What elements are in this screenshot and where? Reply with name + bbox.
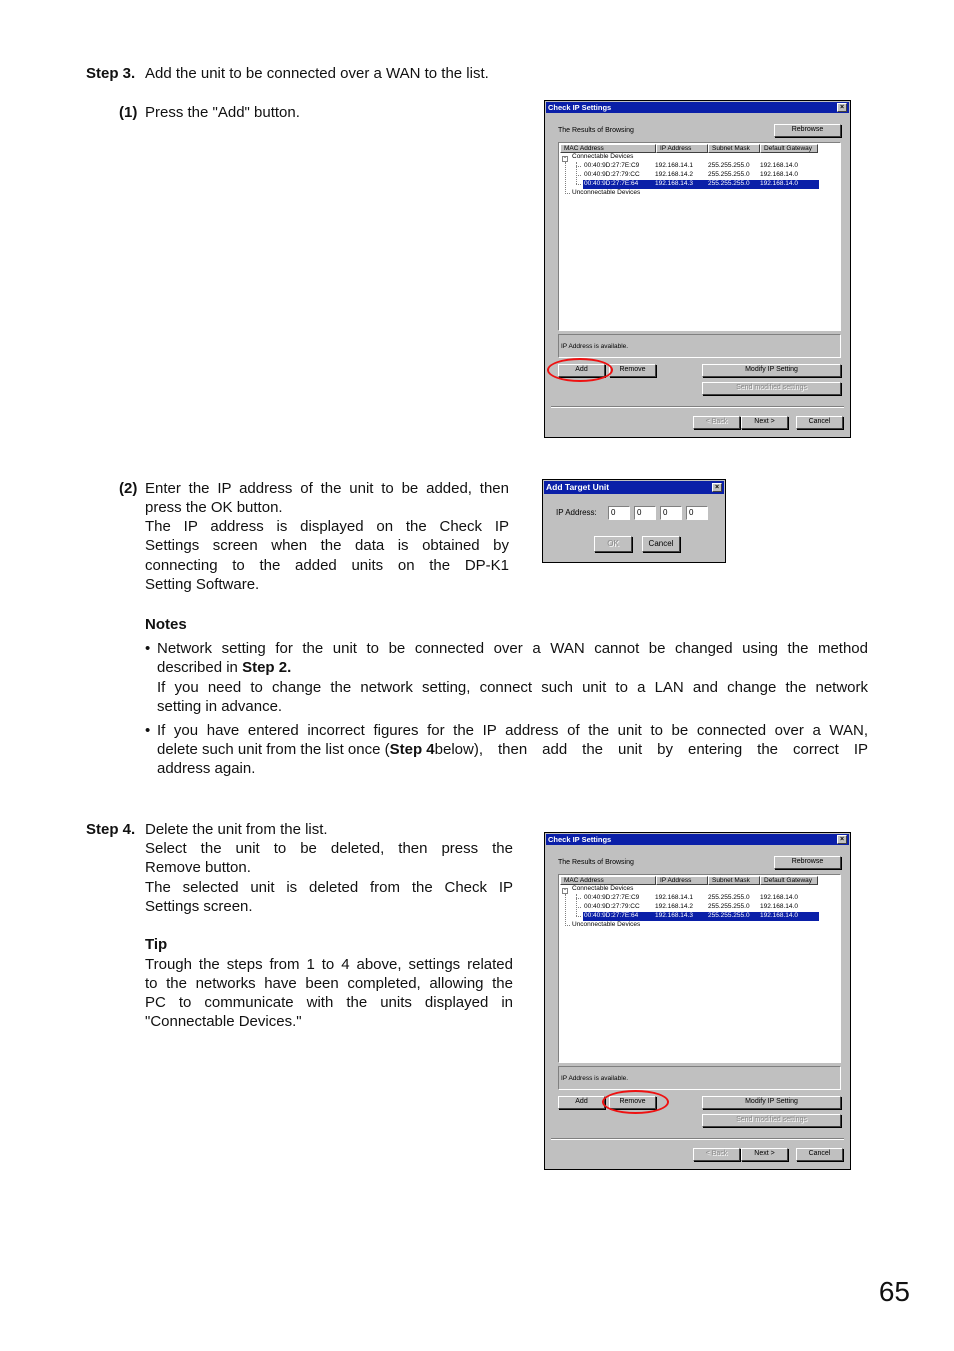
page-number: 65 (878, 1276, 910, 1307)
dialog-title-bar (546, 102, 849, 113)
note-1-line: described in Step 2. (157, 659, 292, 676)
results-label: The Results of Browsing (558, 859, 634, 866)
step4-line: Settings screen. (145, 898, 253, 915)
column-header-ip[interactable]: IP Address (656, 144, 708, 153)
column-header-mask[interactable]: Subnet Mask (708, 144, 760, 153)
highlight-ring (602, 1090, 669, 1114)
add-button[interactable]: Add (558, 364, 605, 377)
check-ip-settings-dialog-1 (544, 100, 851, 438)
note-1-line: If you need to change the network setting, connect such unit to a LAN and change the network (157, 679, 868, 696)
note-2-line: If you have entered incorrect figures for the IP address of the unit to be connected over a WAN, (157, 722, 868, 739)
step3-sub2-line: Settings screen when the data is obtained by (145, 537, 509, 554)
add-target-unit-dialog (542, 479, 726, 563)
tip-line: PC to communicate with the units displayed in (145, 994, 513, 1011)
collapse-icon[interactable]: - (564, 887, 566, 893)
table-row[interactable]: 00:40:9D:27:7E:C9 192.168.14.1 255.255.255.0 192.168.14.0 (584, 894, 798, 901)
step3-sub2-line: press the OK button. (145, 499, 283, 516)
table-row[interactable]: 00:40:9D:27:79:CC 192.168.14.2 255.255.255.0 192.168.14.0 (584, 171, 798, 178)
tip-line: to the networks have been completed, allowing the (145, 975, 513, 992)
note-2-line: address again. (157, 760, 256, 777)
status-bar: IP Address is available. (558, 1066, 841, 1090)
next-button[interactable]: Next > (741, 416, 788, 429)
results-label: The Results of Browsing (558, 127, 634, 134)
column-header-mask[interactable]: Subnet Mask (708, 876, 760, 885)
column-header-gateway[interactable]: Default Gateway (760, 876, 818, 885)
dialog-title: Check IP Settings (548, 103, 612, 112)
remove-button[interactable]: Remove (609, 364, 656, 377)
back-button: < Back (693, 416, 740, 429)
send-modified-settings-button: Send modified settings (702, 1114, 841, 1127)
dialog-title: Check IP Settings (548, 835, 612, 844)
check-ip-settings-dialog-2 (544, 832, 851, 1170)
step4-line: Delete the unit from the list. (145, 821, 328, 838)
step3-sub2-line: Setting Software. (145, 576, 260, 593)
step3-sub2-line: Enter the IP address of the unit to be added, then (145, 480, 509, 497)
note-2-line: delete such unit from the list once (Step 4 below), then add the unit by entering the correct IP (157, 741, 868, 758)
ip-address-label: IP Address: (556, 508, 597, 517)
add-dialog-title: Add Target Unit (546, 482, 610, 492)
ip-octet-3-input[interactable]: 0 (660, 506, 682, 520)
close-icon[interactable]: × (837, 103, 847, 112)
back-button: < Back (693, 1148, 740, 1161)
step4-line: Remove button. (145, 859, 251, 876)
dialog-title-bar (546, 834, 849, 845)
note-1-line: Network setting for the unit to be connected over a WAN cannot be changed using the method (157, 640, 868, 657)
cancel-button[interactable]: Cancel (796, 416, 843, 429)
rebrowse-button[interactable]: Rebrowse (774, 856, 841, 869)
table-row-selected[interactable]: 00:40:9D:27:7E:64 192.168.14.3 255.255.255.0 192.168.14.0 (583, 180, 819, 189)
notes-bullet: • (145, 722, 151, 739)
column-header-ip[interactable]: IP Address (656, 876, 708, 885)
step3-text: Add the unit to be connected over a WAN to the list. (145, 65, 489, 82)
step4-line: Select the unit to be deleted, then press the (145, 840, 513, 857)
tip-title: Tip (145, 936, 168, 953)
step3-sub2-line: connecting to the added units on the DP-K1 (145, 557, 509, 574)
device-list[interactable]: MAC Address IP Address Subnet Mask Default Gateway - Connectable Devices 00:40:9D:27:7E:C9 192.168.14.1 255.255.255.0 192.168.14.0 00:40:9D:27:79:CC 192.168.14.2 255.255.255.0 192.168.14.0 00:40:9D:27:7E:64 192.168.14.3 255.255.255.0 192.168.14.0 Unconnectable Devices (558, 874, 841, 1063)
column-header-mac[interactable]: MAC Address (560, 876, 656, 885)
send-modified-settings-button: Send modified settings (702, 382, 841, 395)
device-list[interactable]: MAC Address IP Address Subnet Mask Default Gateway - Connectable Devices 00:40:9D:27:7E:C9 192.168.14.1 255.255.255.0 192.168.14.0 00:40:9D:27:79:CC 192.168.14.2 255.255.255.0 192.168.14.0 00:40:9D:27:7E:64 192.168.14.3 255.255.255.0 192.168.14.0 Unconnectable Devices (558, 142, 841, 331)
modify-ip-setting-button[interactable]: Modify IP Setting (702, 1096, 841, 1109)
highlight-ring (547, 358, 613, 382)
step3-label: Step 3. (86, 65, 136, 82)
close-icon[interactable]: × (712, 483, 722, 492)
add-dialog-cancel-button[interactable]: Cancel (642, 536, 680, 552)
modify-ip-setting-button[interactable]: Modify IP Setting (702, 364, 841, 377)
status-bar: IP Address is available. (558, 334, 841, 358)
add-dialog-title-bar (544, 481, 724, 494)
ok-button: OK (594, 536, 632, 552)
add-button[interactable]: Add (558, 1096, 605, 1109)
notes-bullet: • (145, 640, 151, 657)
column-header-mac[interactable]: MAC Address (560, 144, 656, 153)
step4-line: The selected unit is deleted from the Check IP (145, 879, 513, 896)
notes-title: Notes (145, 616, 187, 633)
step4-label: Step 4. (86, 821, 136, 838)
ip-octet-1-input[interactable]: 0 (608, 506, 630, 520)
column-header-gateway[interactable]: Default Gateway (760, 144, 818, 153)
note-1-line: setting in advance. (157, 698, 283, 715)
table-row[interactable]: 00:40:9D:27:7E:C9 192.168.14.1 255.255.255.0 192.168.14.0 (584, 162, 798, 169)
collapse-icon[interactable]: - (564, 155, 566, 161)
step3-sub1-text: Press the "Add" button. (145, 104, 300, 121)
step3-sub1-label: (1) (119, 104, 138, 121)
step3-sub2-label: (2) (119, 480, 138, 497)
close-icon[interactable]: × (837, 835, 847, 844)
ip-octet-2-input[interactable]: 0 (634, 506, 656, 520)
table-row[interactable]: 00:40:9D:27:79:CC 192.168.14.2 255.255.255.0 192.168.14.0 (584, 903, 798, 910)
step3-sub2-line: The IP address is displayed on the Check IP (145, 518, 509, 535)
ip-octet-4-input[interactable]: 0 (686, 506, 708, 520)
tip-line: "Connectable Devices." (145, 1013, 302, 1030)
table-row-selected[interactable]: 00:40:9D:27:7E:64 192.168.14.3 255.255.255.0 192.168.14.0 (583, 912, 819, 921)
next-button[interactable]: Next > (741, 1148, 788, 1161)
rebrowse-button[interactable]: Rebrowse (774, 124, 841, 137)
cancel-button[interactable]: Cancel (796, 1148, 843, 1161)
remove-button[interactable]: Remove (609, 1096, 656, 1109)
tip-line: Trough the steps from 1 to 4 above, settings related (145, 956, 513, 973)
